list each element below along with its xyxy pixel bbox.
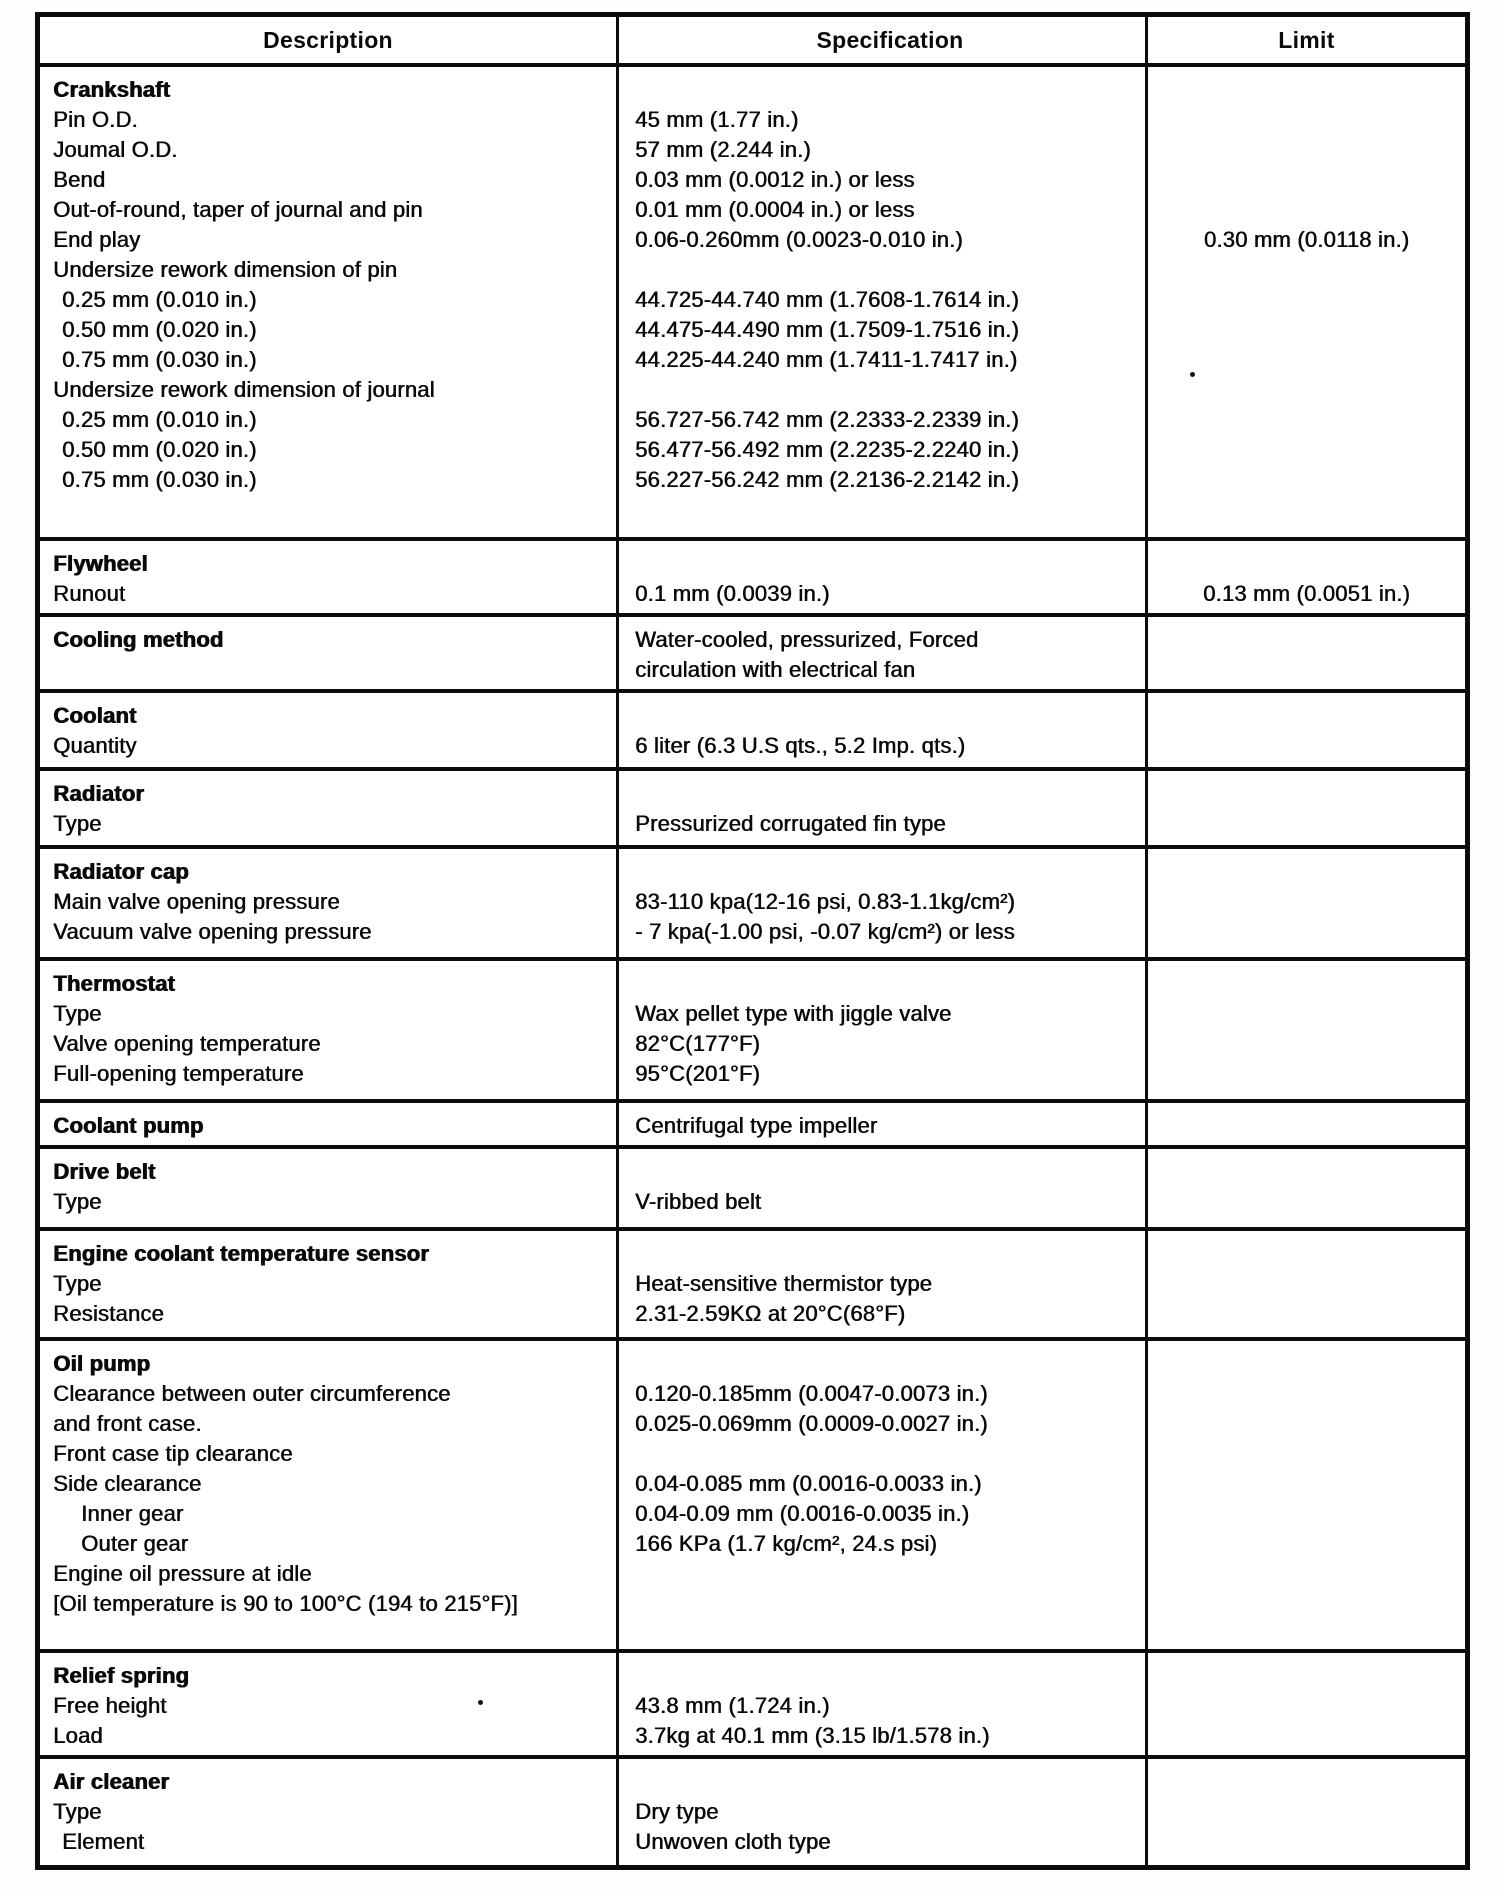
desc-line: Side clearance bbox=[53, 1471, 202, 1496]
limit-line bbox=[1152, 809, 1461, 839]
spec-line: 44.225-44.240 mm (1.7411-1.7417 in.) bbox=[635, 347, 1018, 372]
limit-line bbox=[1152, 1529, 1461, 1559]
limit-line bbox=[1152, 1797, 1461, 1827]
desc-line: Type bbox=[53, 811, 102, 836]
table-body bbox=[40, 67, 1465, 1865]
column-header-specification: Specification bbox=[619, 17, 1148, 63]
desc-line: Undersize rework dimension of journal bbox=[53, 377, 435, 402]
desc-line: Relief spring bbox=[53, 1663, 189, 1688]
spec-line bbox=[635, 857, 1139, 887]
limit-line bbox=[1152, 435, 1461, 465]
spec-line bbox=[635, 1239, 1139, 1269]
limit-line bbox=[1152, 1469, 1461, 1499]
desc-line: Type bbox=[53, 1189, 102, 1214]
spec-line bbox=[635, 75, 1139, 105]
description-cell bbox=[40, 693, 619, 767]
spec-line: 82°C(177°F) bbox=[635, 1031, 760, 1056]
desc-line: Thermostat bbox=[53, 971, 175, 996]
spec-line bbox=[635, 1349, 1139, 1379]
section-row-coolant bbox=[40, 693, 1465, 771]
limit-cell bbox=[1148, 961, 1465, 1099]
specification-cell bbox=[619, 1103, 1148, 1145]
limit-cell bbox=[1148, 541, 1465, 613]
spec-line bbox=[635, 779, 1139, 809]
spec-line: 0.025-0.069mm (0.0009-0.0027 in.) bbox=[635, 1411, 988, 1436]
limit-line bbox=[1152, 1409, 1461, 1439]
specification-cell bbox=[619, 1149, 1148, 1227]
desc-line: Outer gear bbox=[81, 1531, 189, 1556]
limit-cell bbox=[1148, 1653, 1465, 1755]
section-row-crankshaft bbox=[40, 67, 1465, 541]
specification-cell bbox=[619, 67, 1148, 537]
limit-line bbox=[1152, 1439, 1461, 1469]
limit-line bbox=[1152, 1349, 1461, 1379]
spec-line: 43.8 mm (1.724 in.) bbox=[635, 1693, 830, 1718]
spec-line: 2.31-2.59KΩ at 20°C(68°F) bbox=[635, 1301, 906, 1326]
spec-line: Wax pellet type with jiggle valve bbox=[635, 1001, 952, 1026]
desc-line: Valve opening temperature bbox=[53, 1031, 321, 1056]
description-cell bbox=[40, 67, 619, 537]
specification-cell bbox=[619, 693, 1148, 767]
spec-line: 0.120-0.185mm (0.0047-0.0073 in.) bbox=[635, 1381, 988, 1406]
limit-line: 0.30 mm (0.0118 in.) bbox=[1203, 227, 1410, 252]
limit-cell bbox=[1148, 1103, 1465, 1145]
desc-line: Oil pump bbox=[53, 1351, 150, 1376]
desc-line: Main valve opening pressure bbox=[53, 889, 340, 914]
spec-line: circulation with electrical fan bbox=[635, 657, 916, 682]
desc-line: Undersize rework dimension of pin bbox=[53, 257, 398, 282]
limit-line bbox=[1152, 969, 1461, 999]
limit-cell bbox=[1148, 1341, 1465, 1649]
spec-line bbox=[635, 1157, 1139, 1187]
limit-line bbox=[1152, 1187, 1461, 1217]
desc-line bbox=[53, 655, 610, 685]
description-cell bbox=[40, 1231, 619, 1337]
desc-line: Type bbox=[53, 1271, 102, 1296]
spec-line: 0.04-0.09 mm (0.0016-0.0035 in.) bbox=[635, 1501, 970, 1526]
desc-line: Joumal O.D. bbox=[53, 137, 178, 162]
limit-line bbox=[1152, 375, 1461, 405]
spec-line: Heat-sensitive thermistor type bbox=[635, 1271, 932, 1296]
desc-line: Engine coolant temperature sensor bbox=[53, 1241, 429, 1266]
spec-line: Centrifugal type impeller bbox=[635, 1113, 878, 1138]
limit-line bbox=[1152, 731, 1461, 761]
description-cell bbox=[40, 617, 619, 689]
description-cell bbox=[40, 1103, 619, 1145]
specification-cell bbox=[619, 771, 1148, 845]
desc-line: Radiator bbox=[53, 781, 144, 806]
section-row-engine-coolant-temperature-sensor bbox=[40, 1231, 1465, 1341]
limit-line bbox=[1152, 1299, 1461, 1329]
description-cell bbox=[40, 1759, 619, 1865]
spec-line bbox=[635, 1559, 1139, 1589]
specification-cell bbox=[619, 617, 1148, 689]
limit-cell bbox=[1148, 67, 1465, 537]
limit-line bbox=[1152, 1499, 1461, 1529]
desc-line: End play bbox=[53, 227, 141, 252]
description-cell bbox=[40, 1149, 619, 1227]
spec-line: 95°C(201°F) bbox=[635, 1061, 760, 1086]
spec-line: 3.7kg at 40.1 mm (3.15 lb/1.578 in.) bbox=[635, 1723, 990, 1748]
desc-line: Quantity bbox=[53, 733, 137, 758]
spec-line: 0.01 mm (0.0004 in.) or less bbox=[635, 197, 915, 222]
limit-cell bbox=[1148, 693, 1465, 767]
table-header-row bbox=[40, 17, 1465, 67]
limit-line bbox=[1152, 625, 1461, 655]
description-cell bbox=[40, 541, 619, 613]
desc-line: [Oil temperature is 90 to 100°C (194 to 215°F)] bbox=[53, 1591, 518, 1616]
spec-line: V-ribbed belt bbox=[635, 1189, 762, 1214]
specification-cell bbox=[619, 1759, 1148, 1865]
desc-line: Type bbox=[53, 1001, 102, 1026]
section-row-radiator bbox=[40, 771, 1465, 849]
limit-line bbox=[1152, 1691, 1461, 1721]
spec-line: Unwoven cloth type bbox=[635, 1829, 831, 1854]
limit-line bbox=[1152, 857, 1461, 887]
section-row-cooling-method bbox=[40, 617, 1465, 693]
desc-line: Inner gear bbox=[81, 1501, 184, 1526]
limit-line bbox=[1152, 999, 1461, 1029]
spec-line bbox=[635, 701, 1139, 731]
limit-cell bbox=[1148, 1231, 1465, 1337]
spec-line: 45 mm (1.77 in.) bbox=[635, 107, 799, 132]
limit-line bbox=[1152, 701, 1461, 731]
desc-line: Engine oil pressure at idle bbox=[53, 1561, 312, 1586]
desc-line: and front case. bbox=[53, 1411, 202, 1436]
description-cell bbox=[40, 961, 619, 1099]
spec-line: 56.727-56.742 mm (2.2333-2.2339 in.) bbox=[635, 407, 1019, 432]
limit-line: 0.13 mm (0.0051 in.) bbox=[1203, 581, 1410, 606]
spec-line: 0.03 mm (0.0012 in.) or less bbox=[635, 167, 915, 192]
desc-line: 0.75 mm (0.030 in.) bbox=[62, 347, 257, 372]
limit-line bbox=[1152, 75, 1461, 105]
limit-line bbox=[1152, 195, 1461, 225]
limit-line bbox=[1152, 1721, 1461, 1751]
spec-line: 83-110 kpa(12-16 psi, 0.83-1.1kg/cm²) bbox=[635, 889, 1015, 914]
specification-cell bbox=[619, 849, 1148, 957]
limit-cell bbox=[1148, 771, 1465, 845]
desc-line: Runout bbox=[53, 581, 126, 606]
scan-artifact-dot bbox=[478, 1700, 483, 1705]
desc-line: Crankshaft bbox=[53, 77, 170, 102]
desc-line: Coolant pump bbox=[53, 1113, 204, 1138]
specification-cell bbox=[619, 1231, 1148, 1337]
desc-line: Type bbox=[53, 1799, 102, 1824]
spec-line: 0.04-0.085 mm (0.0016-0.0033 in.) bbox=[635, 1471, 982, 1496]
description-cell bbox=[40, 771, 619, 845]
section-row-drive-belt bbox=[40, 1149, 1465, 1231]
desc-line: 0.75 mm (0.030 in.) bbox=[62, 467, 257, 492]
description-cell bbox=[40, 1653, 619, 1755]
description-cell bbox=[40, 1341, 619, 1649]
limit-line bbox=[1152, 1239, 1461, 1269]
limit-line bbox=[1152, 1661, 1461, 1691]
spec-line bbox=[635, 1661, 1139, 1691]
desc-line: Air cleaner bbox=[53, 1769, 169, 1794]
desc-line: Bend bbox=[53, 167, 106, 192]
desc-line: Out-of-round, taper of journal and pin bbox=[53, 197, 423, 222]
spec-line bbox=[635, 375, 1139, 405]
spec-line: 56.477-56.492 mm (2.2235-2.2240 in.) bbox=[635, 437, 1019, 462]
limit-line bbox=[1152, 405, 1461, 435]
spec-line: 57 mm (2.244 in.) bbox=[635, 137, 811, 162]
desc-line: Resistance bbox=[53, 1301, 164, 1326]
limit-line bbox=[1152, 315, 1461, 345]
limit-line bbox=[1152, 887, 1461, 917]
limit-line bbox=[1152, 1379, 1461, 1409]
spec-line: 6 liter (6.3 U.S qts., 5.2 Imp. qts.) bbox=[635, 733, 966, 758]
section-row-radiator-cap bbox=[40, 849, 1465, 961]
column-header-limit: Limit bbox=[1278, 27, 1335, 53]
description-cell bbox=[40, 849, 619, 957]
spec-line: Pressurized corrugated fin type bbox=[635, 811, 946, 836]
specification-cell bbox=[619, 1341, 1148, 1649]
limit-line bbox=[1152, 105, 1461, 135]
limit-cell bbox=[1148, 1759, 1465, 1865]
specification-table bbox=[35, 12, 1470, 1870]
limit-line bbox=[1152, 655, 1461, 685]
section-row-air-cleaner bbox=[40, 1759, 1465, 1865]
desc-line: 0.25 mm (0.010 in.) bbox=[62, 287, 257, 312]
spec-line: Dry type bbox=[635, 1799, 719, 1824]
limit-line bbox=[1152, 135, 1461, 165]
desc-line: Vacuum valve opening pressure bbox=[53, 919, 372, 944]
limit-line bbox=[1152, 1767, 1461, 1797]
limit-line bbox=[1152, 549, 1461, 579]
limit-cell bbox=[1148, 849, 1465, 957]
section-row-coolant-pump bbox=[40, 1103, 1465, 1149]
spec-line bbox=[635, 1767, 1139, 1797]
limit-line bbox=[1152, 1029, 1461, 1059]
scan-artifact-dot bbox=[1190, 372, 1195, 377]
limit-cell bbox=[1148, 1149, 1465, 1227]
limit-line bbox=[1152, 345, 1461, 375]
desc-line: Radiator cap bbox=[53, 859, 189, 884]
limit-line bbox=[1152, 1827, 1461, 1857]
specification-cell bbox=[619, 1653, 1148, 1755]
desc-line: Clearance between outer circumference bbox=[53, 1381, 451, 1406]
limit-line bbox=[1152, 285, 1461, 315]
desc-line: Flywheel bbox=[53, 551, 148, 576]
spec-line bbox=[635, 255, 1139, 285]
spec-line: 0.1 mm (0.0039 in.) bbox=[635, 581, 830, 606]
desc-line: Element bbox=[62, 1829, 145, 1854]
limit-line bbox=[1152, 779, 1461, 809]
limit-line bbox=[1152, 1589, 1461, 1619]
spec-line: - 7 kpa(-1.00 psi, -0.07 kg/cm²) or less bbox=[635, 919, 1015, 944]
desc-line: Coolant bbox=[53, 703, 137, 728]
desc-line: 0.50 mm (0.020 in.) bbox=[62, 437, 257, 462]
limit-line bbox=[1152, 255, 1461, 285]
spec-line: 44.725-44.740 mm (1.7608-1.7614 in.) bbox=[635, 287, 1019, 312]
desc-line: Free height bbox=[53, 1693, 167, 1718]
limit-line bbox=[1152, 1059, 1461, 1089]
limit-cell bbox=[1148, 617, 1465, 689]
desc-line: Load bbox=[53, 1723, 103, 1748]
section-row-flywheel bbox=[40, 541, 1465, 617]
limit-line bbox=[1152, 1269, 1461, 1299]
specification-cell bbox=[619, 541, 1148, 613]
limit-line bbox=[1152, 917, 1461, 947]
desc-line: Pin O.D. bbox=[53, 107, 138, 132]
section-row-relief-spring bbox=[40, 1653, 1465, 1759]
spec-line bbox=[635, 969, 1139, 999]
spec-line: 166 KPa (1.7 kg/cm², 24.s psi) bbox=[635, 1531, 937, 1556]
section-row-oil-pump bbox=[40, 1341, 1465, 1653]
spec-line bbox=[635, 549, 1139, 579]
spec-line: 0.06-0.260mm (0.0023-0.010 in.) bbox=[635, 227, 963, 252]
desc-line: Cooling method bbox=[53, 627, 224, 652]
limit-line bbox=[1152, 1559, 1461, 1589]
section-row-thermostat bbox=[40, 961, 1465, 1103]
spec-line: Water-cooled, pressurized, Forced bbox=[635, 627, 979, 652]
spec-line bbox=[635, 1439, 1139, 1469]
limit-line bbox=[1152, 1111, 1461, 1141]
limit-line bbox=[1152, 165, 1461, 195]
limit-line bbox=[1152, 1157, 1461, 1187]
column-header-description: Description bbox=[40, 17, 619, 63]
spec-line: 56.227-56.242 mm (2.2136-2.2142 in.) bbox=[635, 467, 1019, 492]
spec-line: 44.475-44.490 mm (1.7509-1.7516 in.) bbox=[635, 317, 1019, 342]
desc-line: 0.50 mm (0.020 in.) bbox=[62, 317, 257, 342]
spec-line bbox=[635, 1589, 1139, 1619]
limit-line bbox=[1152, 465, 1461, 495]
desc-line: 0.25 mm (0.010 in.) bbox=[62, 407, 257, 432]
desc-line: Drive belt bbox=[53, 1159, 156, 1184]
desc-line: Full-opening temperature bbox=[53, 1061, 304, 1086]
specification-cell bbox=[619, 961, 1148, 1099]
desc-line: Front case tip clearance bbox=[53, 1441, 293, 1466]
